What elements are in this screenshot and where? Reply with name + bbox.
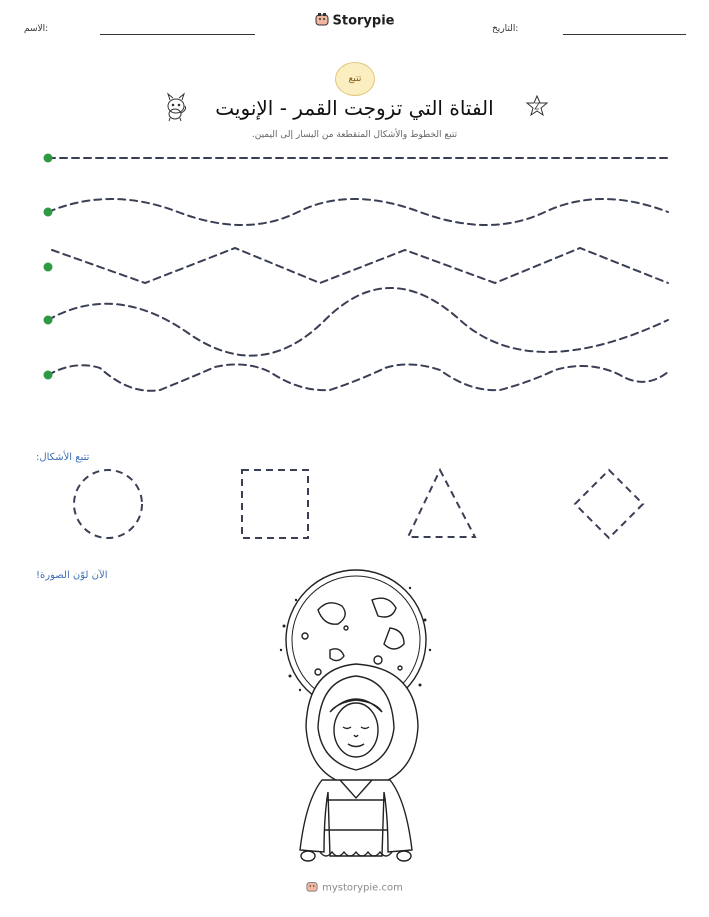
- start-dot: [44, 208, 53, 217]
- date-label: التاريخ:: [492, 24, 519, 34]
- shapes-section-label: تتبع الأشكال:: [36, 452, 90, 463]
- start-dot: [44, 316, 53, 325]
- wolf-cub-icon: [168, 94, 186, 121]
- trace-line-zigzag[interactable]: [52, 248, 668, 283]
- trace-badge: تتبع: [335, 62, 375, 96]
- storypie-logo-icon: [306, 880, 318, 895]
- trace-line-wave-3[interactable]: [48, 364, 668, 390]
- page-title: الفتاة التي تزوجت القمر - الإنويت: [215, 96, 494, 120]
- trace-shape-square[interactable]: [242, 470, 308, 538]
- start-dot: [44, 263, 53, 272]
- name-label: الاسم:: [24, 24, 49, 34]
- inuit-girl-illustration[interactable]: [300, 664, 418, 861]
- trace-shape-circle[interactable]: [74, 470, 142, 538]
- trace-line-wave-2[interactable]: [48, 288, 668, 356]
- start-dot: [44, 371, 53, 380]
- trace-shape-triangle[interactable]: [408, 470, 475, 537]
- trace-shape-diamond[interactable]: [575, 470, 643, 538]
- trace-line-wave-1[interactable]: [48, 199, 668, 225]
- star-icon: [527, 96, 547, 115]
- footer: [0, 880, 709, 895]
- start-dot: [44, 154, 53, 163]
- page-subtitle: تتبع الخطوط والأشكال المتقطعة من اليسار إلى اليمين.: [251, 130, 458, 140]
- coloring-section-label: الآن لوّن الصورة!: [36, 570, 108, 581]
- footer-url[interactable]: mystorypie.com: [322, 882, 403, 894]
- brand-name: Storypie: [332, 13, 395, 29]
